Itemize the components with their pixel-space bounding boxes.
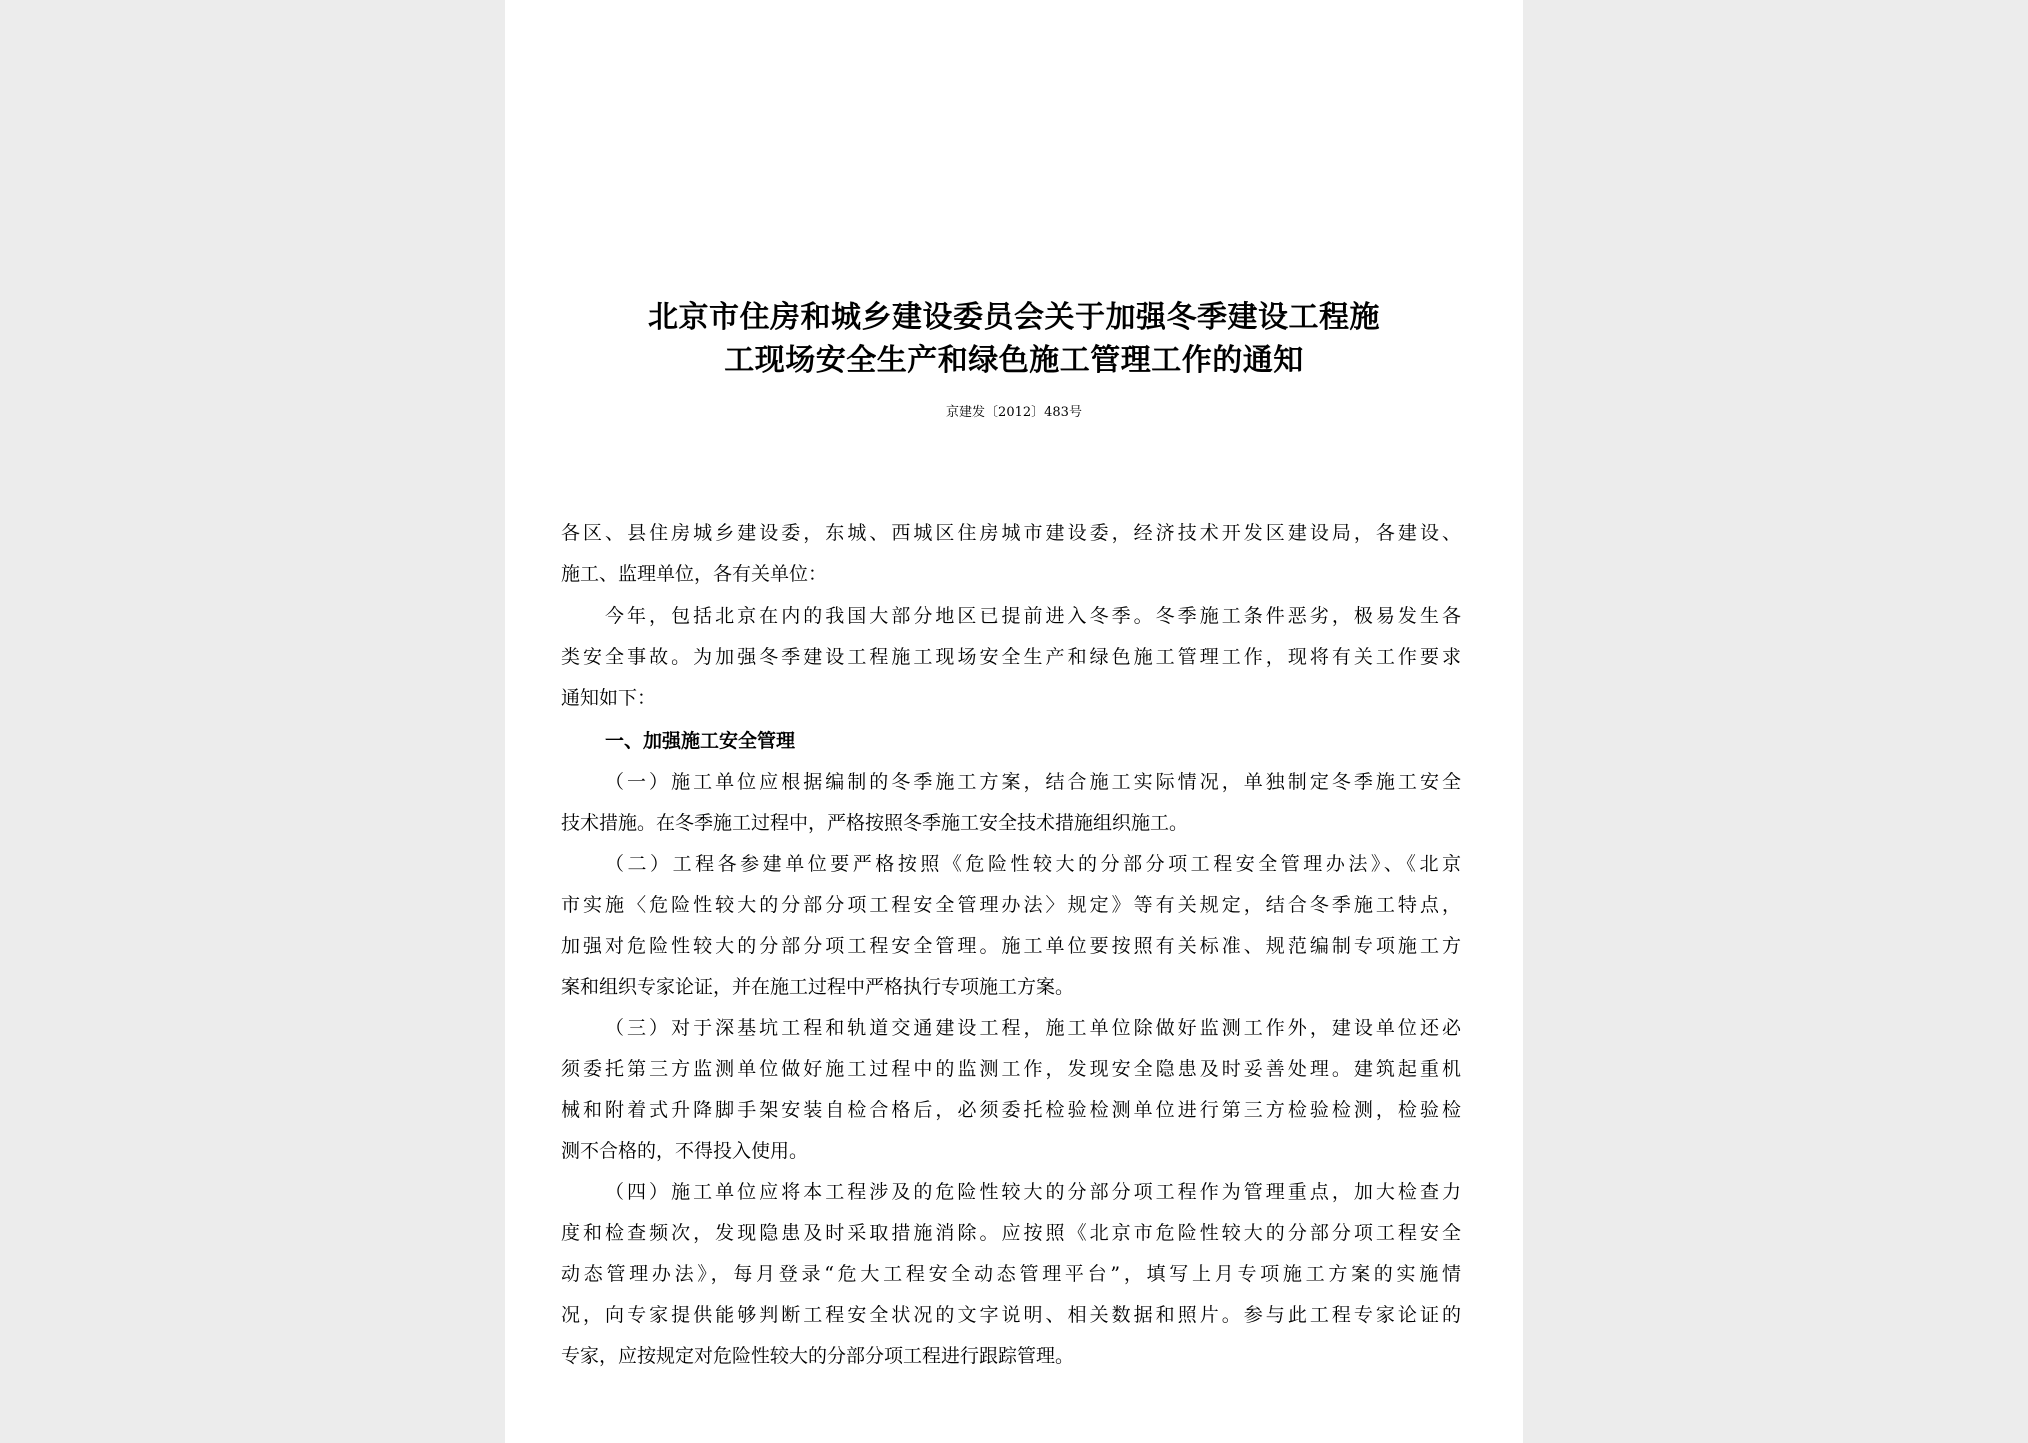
body-line: 市实施〈危险性较大的分部分项工程安全管理办法〉规定》等有关规定，结合冬季施工特点， bbox=[561, 894, 1461, 916]
body-line: 专家，应按规定对危险性较大的分部分项工程进行跟踪管理。 bbox=[561, 1345, 1075, 1367]
document-title-line-2: 工现场安全生产和绿色施工管理工作的通知 bbox=[724, 343, 1304, 378]
document-number: 京建发〔2012〕483号 bbox=[946, 405, 1082, 420]
body-line: 测不合格的，不得投入使用。 bbox=[561, 1140, 809, 1162]
section-heading: 一、加强施工安全管理 bbox=[605, 730, 796, 752]
body-line: 度和检查频次，发现隐患及时采取措施消除。应按照《北京市危险性较大的分部分项工程安全 bbox=[561, 1222, 1461, 1244]
body-line: 各区、县住房城乡建设委，东城、西城区住房城市建设委，经济技术开发区建设局，各建设、 bbox=[561, 522, 1461, 544]
body-line: 况，向专家提供能够判断工程安全状况的文字说明、相关数据和照片。参与此工程专家论证的 bbox=[561, 1304, 1461, 1326]
body-line: 施工、监理单位，各有关单位： bbox=[561, 563, 828, 585]
body-line: 通知如下： bbox=[561, 687, 657, 709]
body-line: （一）施工单位应根据编制的冬季施工方案，结合施工实际情况，单独制定冬季施工安全 bbox=[605, 771, 1461, 793]
body-line: （三）对于深基坑工程和轨道交通建设工程，施工单位除做好监测工作外，建设单位还必 bbox=[605, 1017, 1461, 1039]
document-page bbox=[505, 0, 1523, 1443]
body-line: 技术措施。在冬季施工过程中，严格按照冬季施工安全技术措施组织施工。 bbox=[561, 812, 1189, 834]
body-line: 类安全事故。为加强冬季建设工程施工现场安全生产和绿色施工管理工作，现将有关工作要求 bbox=[561, 646, 1461, 668]
body-line: 械和附着式升降脚手架安装自检合格后，必须委托检验检测单位进行第三方检验检测，检验检 bbox=[561, 1099, 1461, 1121]
document-title-line-1: 北京市住房和城乡建设委员会关于加强冬季建设工程施 bbox=[648, 300, 1380, 335]
body-line: 须委托第三方监测单位做好施工过程中的监测工作，发现安全隐患及时妥善处理。建筑起重机 bbox=[561, 1058, 1461, 1080]
body-line: 案和组织专家论证，并在施工过程中严格执行专项施工方案。 bbox=[561, 976, 1075, 998]
body-line: （二）工程各参建单位要严格按照《危险性较大的分部分项工程安全管理办法》、《北京 bbox=[605, 853, 1461, 875]
body-line: 今年，包括北京在内的我国大部分地区已提前进入冬季。冬季施工条件恶劣，极易发生各 bbox=[605, 605, 1461, 627]
body-line: 动态管理办法》，每月登录“危大工程安全动态管理平台”，填写上月专项施工方案的实施情 bbox=[561, 1263, 1461, 1285]
body-line: （四）施工单位应将本工程涉及的危险性较大的分部分项工程作为管理重点，加大检查力 bbox=[605, 1181, 1461, 1203]
body-line: 加强对危险性较大的分部分项工程安全管理。施工单位要按照有关标准、规范编制专项施工方 bbox=[561, 935, 1461, 957]
